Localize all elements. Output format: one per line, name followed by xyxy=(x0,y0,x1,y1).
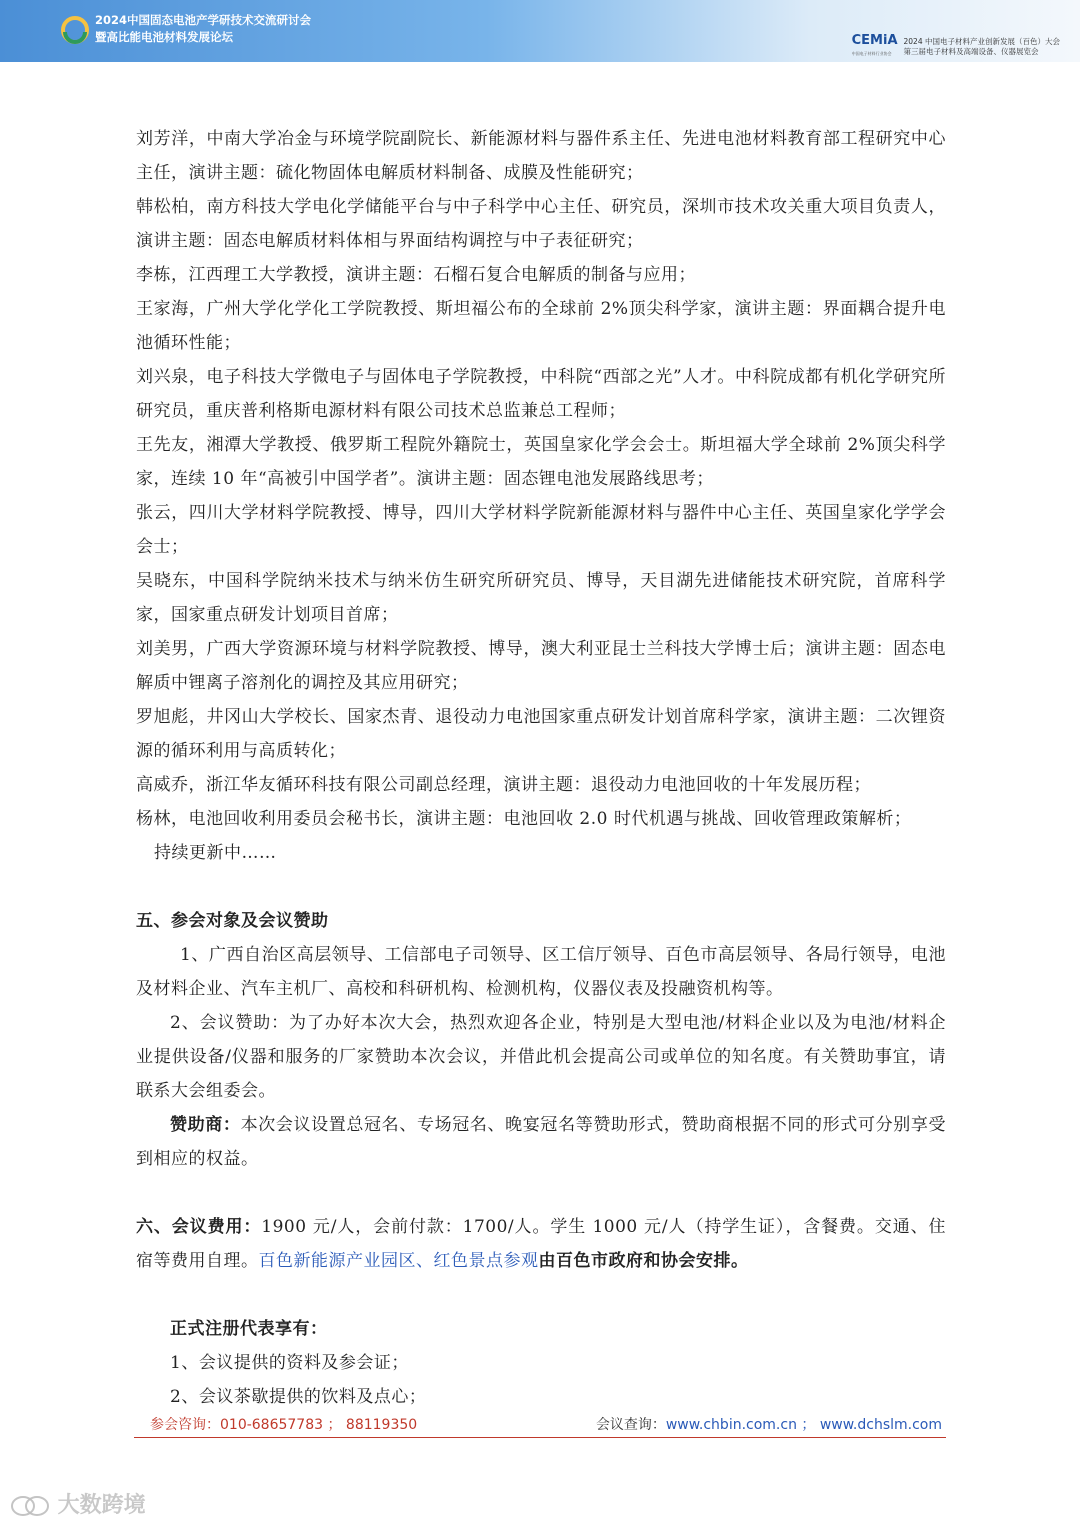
speaker-entry: 刘芳洋，中南大学冶金与环境学院副院长、新能源材料与器件系主任、先进电池材料教育部工程研究中心主任，演讲主题：硫化物固体电解质材料制备、成膜及性能研究； xyxy=(136,129,946,183)
websites-link[interactable]: www.chbin.com.cn ； www.dchslm.com xyxy=(665,1417,942,1433)
section6-fees xyxy=(136,1210,946,1278)
page-footer xyxy=(134,1413,946,1438)
fee-text: 1900 元/人，会前付款：1700/人。学生 1000 元/人（持学生证），含餐费。交通、住宿等费用自理。 xyxy=(136,1217,947,1271)
sponsor-text: 本次会议设置总冠名、专场冠名、晚宴冠名等赞助形式，赞助商根据不同的形式可分别享受到相应的权益。 xyxy=(136,1115,947,1169)
sponsor-label: 赞助商： xyxy=(170,1115,241,1135)
conference-title xyxy=(95,12,311,46)
page-header xyxy=(0,0,1080,62)
speaker-entry: 刘美男，广西大学资源环境与材料学院教授、博导，澳大利亚昆士兰科技大学博士后；演讲主题：固态电解质中锂离子溶剂化的调控及其应用研究； xyxy=(136,639,946,693)
organizer-line2: 第三届电子材料及高端设备、仪器展览会 xyxy=(903,47,1039,56)
tour-highlight: 百色新能源产业园区、红色景点参观 xyxy=(258,1251,539,1271)
organizer-text xyxy=(904,37,1060,57)
chat-bubble-icon xyxy=(10,1494,50,1518)
organizer-line1: 2024 中国电子材料产业创新发展（百色）大会 xyxy=(903,37,1060,46)
document-body xyxy=(136,122,946,1414)
benefit-item: 1、会议提供的资料及参会证； xyxy=(170,1353,409,1373)
section6-heading: 六、会议费用： xyxy=(136,1217,262,1237)
speaker-entry: 高威乔，浙江华友循环科技有限公司副总经理，演讲主题：退役动力电池回收的十年发展历程； xyxy=(136,775,871,795)
speaker-entry: 吴晓东，中国科学院纳米技术与纳米仿生研究所研究员、博导，天目湖先进储能技术研究院，首席科学家，国家重点研发计划项目首席； xyxy=(136,571,946,625)
contact-websites xyxy=(596,1414,942,1434)
cemia-logo-sub: 中国电子材料行业协会 xyxy=(851,51,892,56)
speaker-entry: 王家海，广州大学化学化工学院教授、斯坦福公布的全球前 2%顶尖科学家，演讲主题：界面耦合提升电池循环性能； xyxy=(136,299,946,353)
section5-sponsor-para xyxy=(136,1108,946,1176)
tour-arranged: 由百色市政府和协会安排。 xyxy=(538,1251,749,1271)
websites-label: 会议查询： xyxy=(595,1417,666,1433)
benefits-heading: 正式注册代表享有： xyxy=(170,1319,328,1339)
section5-participants: 1、广西自治区高层领导、工信部电子司领导、区工信厅领导、百色市高层领导、各局行领导，电池及材料企业、汽车主机厂、高校和科研机构、检测机构，仪器仪表及投融资机构等。 xyxy=(136,945,946,999)
speaker-entry: 李栋，江西理工大学教授，演讲主题：石榴石复合电解质的制备与应用； xyxy=(136,265,696,285)
organizer-block xyxy=(852,34,1060,60)
benefit-item: 2、会议茶歇提供的饮料及点心； xyxy=(170,1387,427,1407)
watermark-text: 大数跨境 xyxy=(57,1493,146,1518)
cemia-logo xyxy=(852,34,898,60)
conference-title-line2: 暨高比能电池材料发展论坛 xyxy=(95,30,233,44)
speaker-entry: 张云，四川大学材料学院教授、博导，四川大学材料学院新能源材料与器件中心主任、英国皇家化学学会会士； xyxy=(136,503,946,557)
section5-sponsorship: 2、会议赞助：为了办好本次大会，热烈欢迎各企业，特别是大型电池/材料企业以及为电池/材料企业提供设备/仪器和服务的厂家赞助本次会议，并借此机会提高公司或单位的知名度。有关赞助事宜，请联系大会组委会。 xyxy=(136,1013,946,1101)
conference-logo-icon xyxy=(60,15,90,45)
speaker-entry: 刘兴泉，电子科技大学微电子与固体电子学院教授，中科院“西部之光”人才。中科院成都有机化学研究所研究员，重庆普利格斯电源材料有限公司技术总监兼总工程师； xyxy=(136,367,946,421)
contact-phone: 参会咨询：010-68657783 ； 88119350 xyxy=(150,1417,418,1433)
watermark xyxy=(10,1488,146,1519)
updating-note: 持续更新中…… xyxy=(154,843,277,863)
speaker-entry: 韩松柏，南方科技大学电化学储能平台与中子科学中心主任、研究员，深圳市技术攻关重大项目负责人，演讲主题：固态电解质材料体相与界面结构调控与中子表征研究； xyxy=(136,197,946,251)
conference-title-line1: 2024中国固态电池产学研技术交流研讨会 xyxy=(95,13,312,27)
section5-heading: 五、参会对象及会议赞助 xyxy=(136,911,329,931)
cemia-logo-text: CEMiA xyxy=(851,33,898,48)
speaker-entry: 王先友，湘潭大学教授、俄罗斯工程院外籍院士，英国皇家化学会会士。斯坦福大学全球前 2%顶尖科学家，连续 10 年“高被引中国学者”。演讲主题：固态锂电池发展路线思考； xyxy=(136,435,946,489)
speaker-entry: 罗旭彪，井冈山大学校长、国家杰青、退役动力电池国家重点研发计划首席科学家，演讲主题：二次锂资源的循环利用与高质转化； xyxy=(136,707,946,761)
speaker-entry: 杨林，电池回收利用委员会秘书长，演讲主题：电池回收 2.0 时代机遇与挑战、回收管理政策解析； xyxy=(136,809,912,829)
